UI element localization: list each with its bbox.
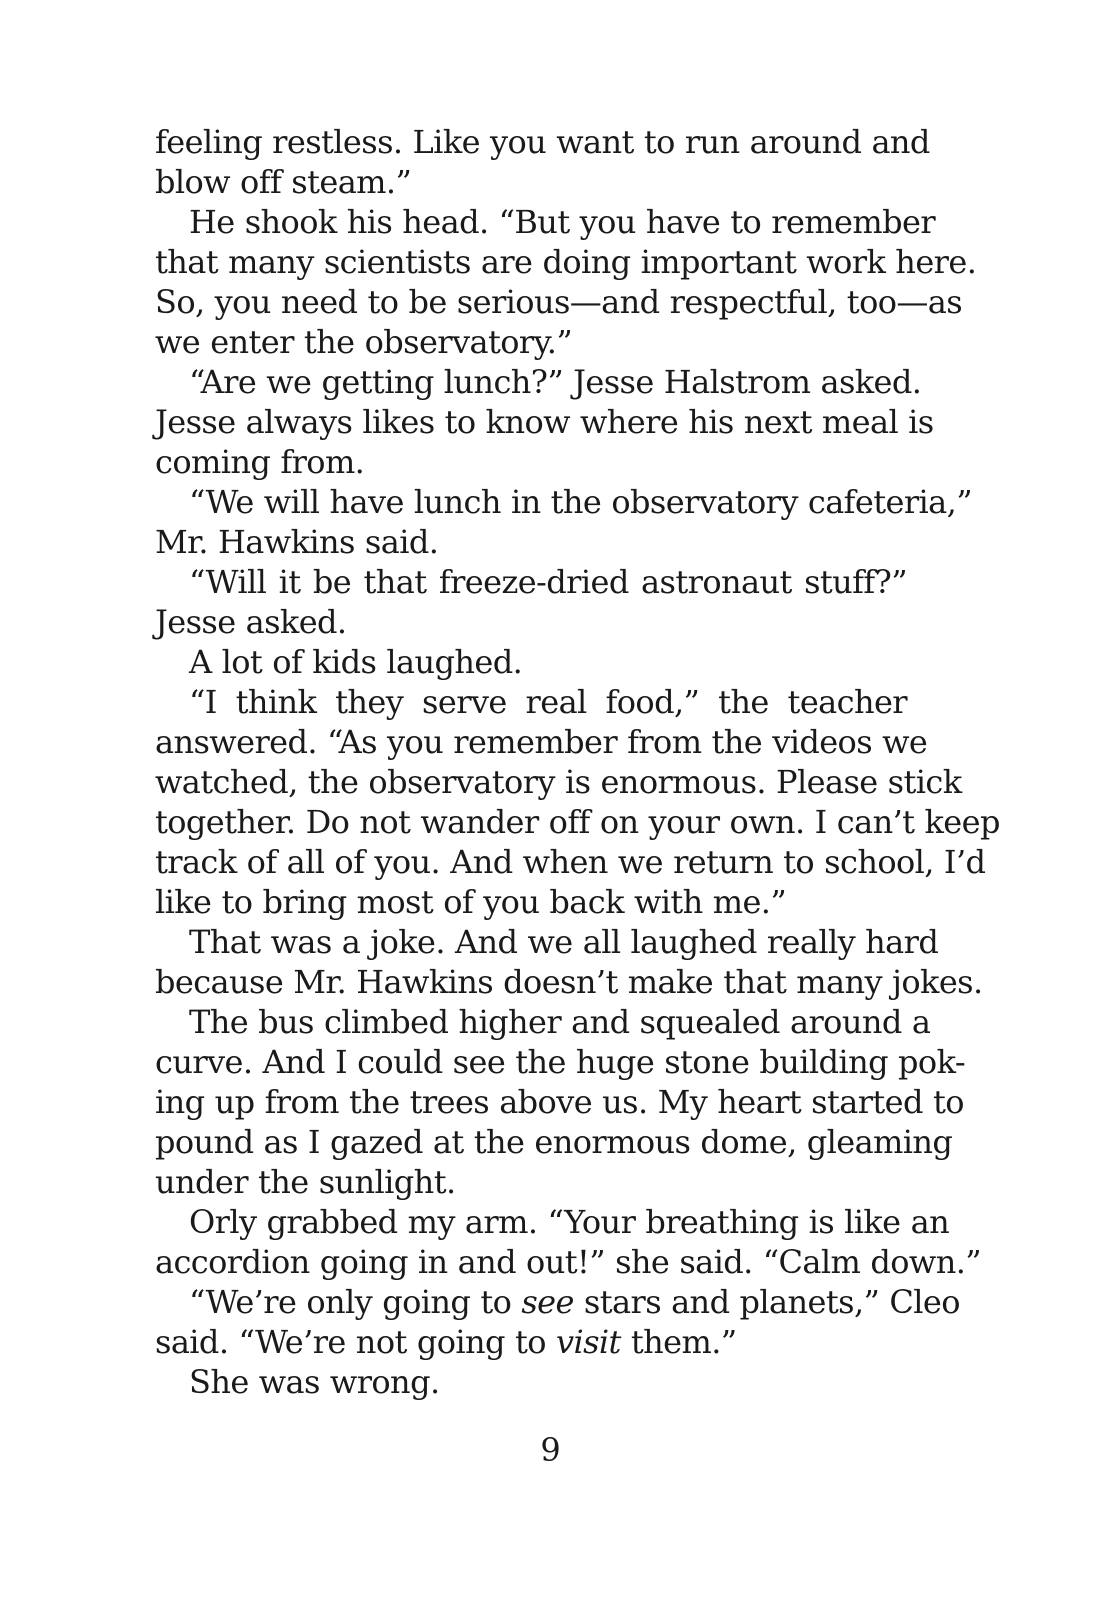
text-line: “Are we getting lunch?” Jesse Halstrom asked. bbox=[189, 363, 922, 401]
italic-word: see bbox=[521, 1283, 574, 1321]
text-line: coming from. bbox=[155, 443, 365, 481]
text-line: Orly grabbed my arm. “Your breathing is like an bbox=[189, 1203, 950, 1241]
text-line: That was a joke. And we all laughed really hard bbox=[189, 923, 939, 961]
text-fragment: said. “We’re not going to bbox=[155, 1323, 556, 1361]
text-line: “Will it be that freeze-dried astronaut stuff?” bbox=[189, 563, 907, 601]
text-line: answered. “As you remember from the videos we bbox=[155, 723, 928, 761]
text-line: we enter the observatory.” bbox=[155, 323, 573, 361]
text-line: He shook his head. “But you have to remember bbox=[189, 203, 936, 241]
text-line: Mr. Hawkins said. bbox=[155, 523, 439, 561]
text-line: curve. And I could see the huge stone building pok- bbox=[155, 1043, 966, 1081]
text-line: Jesse always likes to know where his next meal is bbox=[155, 403, 934, 441]
text-line: Jesse asked. bbox=[155, 603, 347, 641]
text-line: because Mr. Hawkins doesn’t make that many jokes. bbox=[155, 963, 983, 1001]
page-number: 9 bbox=[540, 1431, 561, 1469]
text-line: She was wrong. bbox=[189, 1363, 440, 1401]
text-line: “I think they serve real food,” the teacher bbox=[189, 683, 907, 721]
text-line: “We will have lunch in the observatory cafeteria,” bbox=[189, 483, 972, 521]
text-line: The bus climbed higher and squealed around a bbox=[189, 1003, 931, 1041]
text-line bbox=[155, 1322, 907, 1362]
text-line: watched, the observatory is enormous. Please stick bbox=[155, 763, 962, 801]
text-fragment: them.” bbox=[620, 1323, 737, 1361]
text-line: ing up from the trees above us. My heart started to bbox=[155, 1083, 964, 1121]
text-line: A lot of kids laughed. bbox=[189, 643, 523, 681]
text-line: So, you need to be serious—and respectful, too—as bbox=[155, 283, 963, 321]
body-text bbox=[155, 122, 1000, 1402]
text-fragment: stars and planets,” Cleo bbox=[573, 1283, 960, 1321]
text-fragment: “We’re only going to bbox=[189, 1283, 522, 1321]
text-line: pound as I gazed at the enormous dome, gleaming bbox=[155, 1123, 953, 1161]
text-line: under the sunlight. bbox=[155, 1163, 456, 1201]
text-line: together. Do not wander off on your own. I can’t keep bbox=[155, 803, 1000, 841]
text-line: blow off steam.” bbox=[155, 163, 412, 201]
italic-word: visit bbox=[555, 1323, 621, 1361]
text-line: that many scientists are doing important work here. bbox=[155, 243, 977, 281]
text-line: track of all of you. And when we return to school, I’d bbox=[155, 843, 986, 881]
text-line bbox=[155, 1282, 960, 1322]
text-line: feeling restless. Like you want to run around and bbox=[155, 123, 930, 161]
text-line: accordion going in and out!” she said. “Calm down.” bbox=[155, 1243, 982, 1281]
text-line: like to bring most of you back with me.” bbox=[155, 883, 787, 921]
